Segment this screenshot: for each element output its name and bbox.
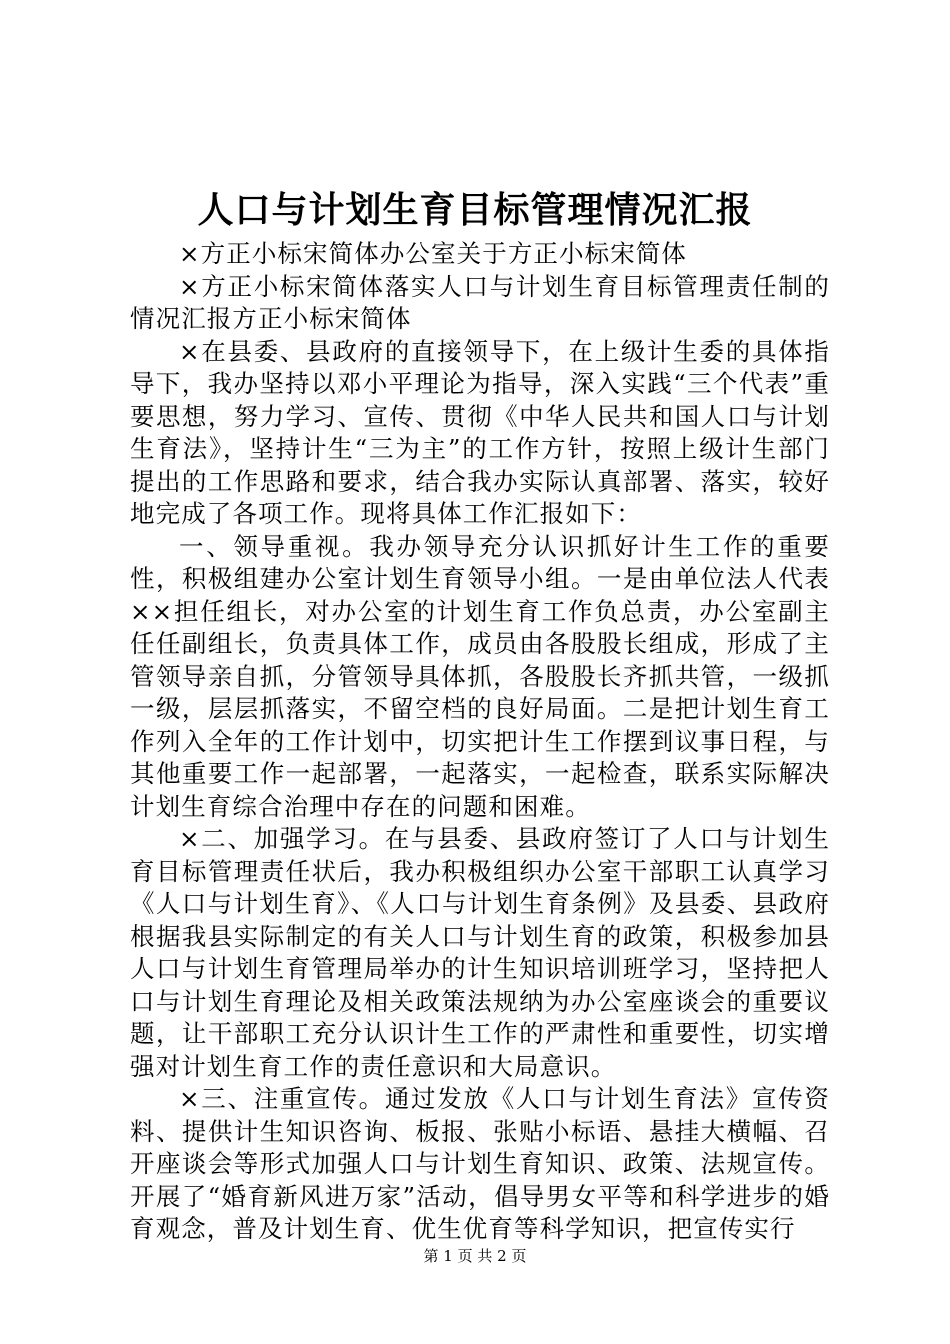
paragraph-intro: ×在县委、县政府的直接领导下，在上级计生委的具体指导下，我办坚持以邓小平理论为指导，深入实践“三个代表”重要思想，努力学习、宣传、贯彻《中华人民共和国人口与计划生育法》，坚持计生“三为主”的工作方针，按照上级计生部门提出的工作思路和要求，结合我办实际认真部署、落实，较好地完成了各项工作。现将具体工作汇报如下： bbox=[130, 336, 830, 528]
paragraph-heading-line-1: ×方正小标宋简体办公室关于方正小标宋简体 bbox=[179, 239, 688, 268]
paragraph-section-2: ×二、加强学习。在与县委、县政府签订了人口与计划生育目标管理责任状后，我办积极组织办公室干部职工认真学习《人口与计划生育》、《人口与计划生育条例》及县委、县政府根据我县实际制定的有关人口与计划生育的政策，积极参加县人口与计划生育管理局举办的计生知识培训班学习，坚持把人口与计划生育理论及相关政策法规纳为办公室座谈会的重要议题，让干部职工充分认识计生工作的严肃性和重要性，切实增强对计划生育工作的责任意识和大局意识。 bbox=[130, 824, 830, 1081]
paragraph-heading-line-2: ×方正小标宋简体落实人口与计划生育目标管理责任制的情况汇报方正小标宋简体 bbox=[130, 271, 830, 333]
paragraph-section-3: ×三、注重宣传。通过发放《人口与计划生育法》宣传资料、提供计生知识咨询、板报、张贴小标语、悬挂大横幅、召开座谈会等形式加强人口与计划生育知识、政策、法规宣传。开展了“婚育新风进万家”活动，倡导男女平等和科学进步的婚育观念，普及计划生育、优生优育等科学知识，把宣传实行 bbox=[130, 1084, 830, 1243]
paragraph-section-1: 一、领导重视。我办领导充分认识抓好计生工作的重要性，积极组建办公室计划生育领导小组。一是由单位法人代表××担任组长，对办公室的计划生育工作负总责，办公室副主任任副组长，负责具体工作，成员由各股股长组成，形成了主管领导亲自抓，分管领导具体抓，各股股长齐抓共管，一级抓一级，层层抓落实，不留空档的良好局面。二是把计划生育工作列入全年的工作计划中，切实把计生工作摆到议事日程，与其他重要工作一起部署，一起落实，一起检查，联系实际解决计划生育综合治理中存在的问题和困难。 bbox=[130, 531, 830, 821]
document-body bbox=[130, 238, 830, 1246]
page-number-footer: 第 1 页 共 2 页 bbox=[423, 1247, 527, 1265]
document-title: 人口与计划生育目标管理情况汇报 bbox=[197, 189, 753, 231]
